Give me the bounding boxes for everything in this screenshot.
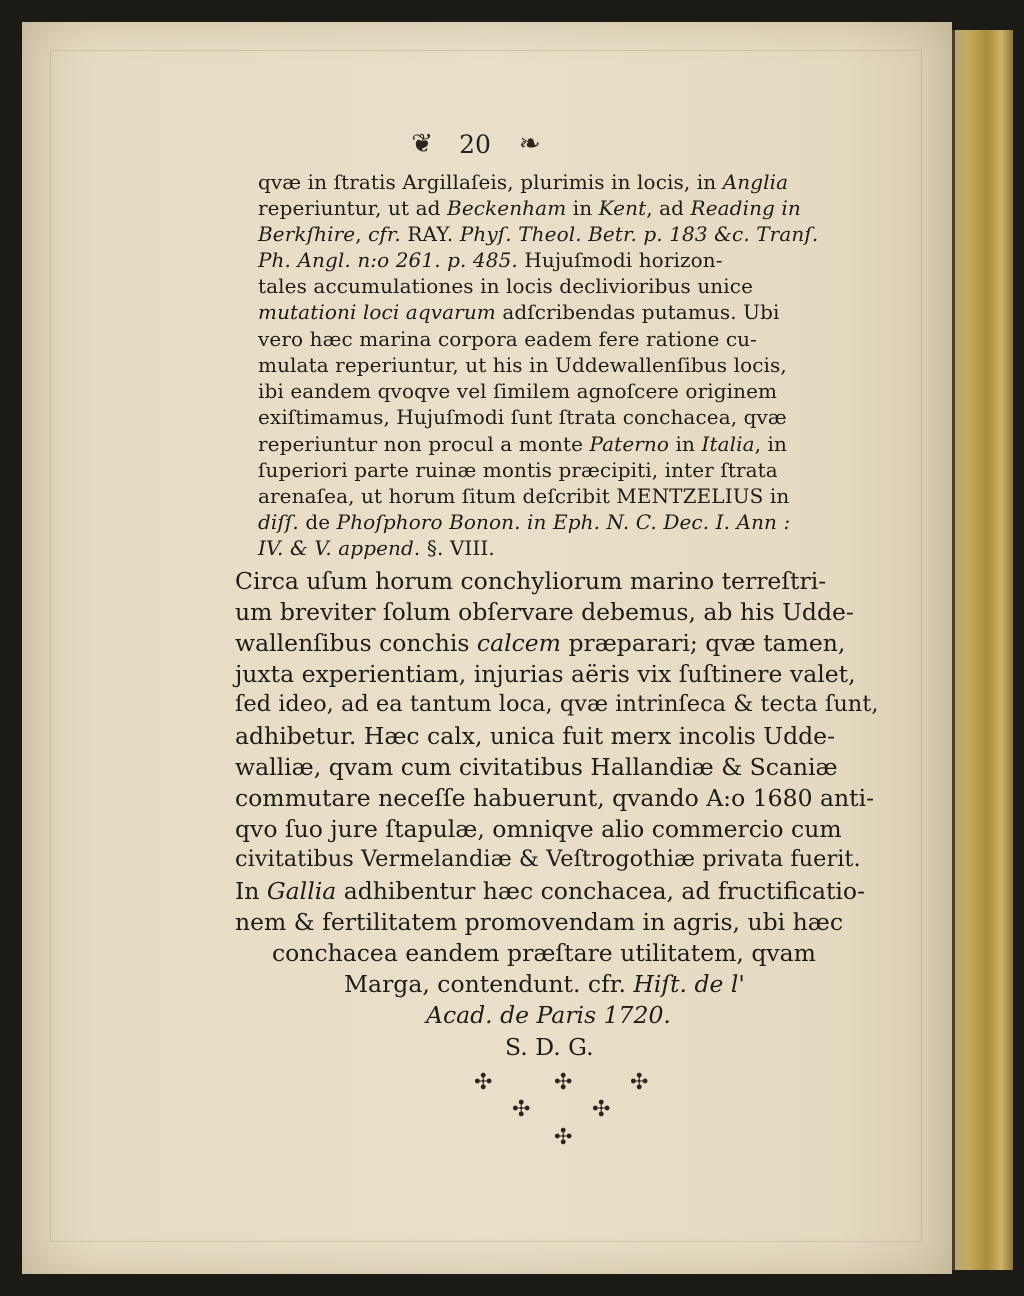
- fleuron-icon: ✣: [554, 1125, 573, 1150]
- fleuron-icon: ✣: [592, 1097, 611, 1122]
- italic-span: Kent: [598, 196, 647, 220]
- header-ornament-right-icon: ❧: [518, 129, 539, 159]
- italic-span: Italia: [701, 432, 755, 456]
- footnote-line: reperiuntur non procul a monte Paterno in Italia, in: [258, 432, 788, 456]
- body-line: conchacea eandem præſtare utilitatem, qvam: [272, 939, 816, 967]
- footnote-line: exiſtimamus, Hujuſmodi ſunt ſtrata conchacea, qvæ: [258, 405, 787, 429]
- italic-span: diſſ.: [258, 510, 299, 534]
- italic-span: Hiſt. de l': [633, 970, 745, 998]
- body-line: commutare neceſſe habuerunt, qvando A:o 1680 anti-: [235, 784, 875, 812]
- footnote-line: mutationi loci aqvarum adſcribendas putamus. Ubi: [258, 300, 780, 324]
- footnote-line: ibi eandem qvoqve vel ſimilem agnoſcere originem: [258, 379, 778, 403]
- signature-line: S. D. G.: [505, 1033, 594, 1061]
- body-line: Circa uſum horum conchyliorum marino terreſtri-: [235, 567, 827, 595]
- footnote-line: diſſ. de Phoſphoro Bonon. in Eph. N. C. Dec. I. Ann :: [258, 510, 791, 534]
- italic-span: IV. & V. append.: [258, 536, 421, 560]
- italic-span: Phoſphoro Bonon. in Eph. N. C. Dec. I. Ann :: [336, 510, 791, 534]
- footnote-line: Berkſhire, cfr. RAY. Phyſ. Theol. Betr. p. 183 &c. Tranſ.: [258, 222, 819, 246]
- footnote-line: IV. & V. append. §. VIII.: [258, 536, 495, 560]
- italic-span: Paterno: [589, 432, 670, 456]
- body-line: Marga, contendunt. cfr. Hiſt. de l': [344, 970, 745, 998]
- body-line: juxta experientiam, injurias aëris vix ſuſtinere valet,: [235, 660, 856, 688]
- body-line: adhibetur. Hæc calx, unica fuit merx incolis Udde-: [235, 722, 836, 750]
- footnote-line: qvæ in ſtratis Argillaſeis, plurimis in locis, in Anglia: [258, 170, 789, 194]
- italic-span: Acad. de Paris 1720.: [426, 1001, 671, 1029]
- footnote-line: arenaſea, ut horum ſitum deſcribit MENTZELIUS in: [258, 484, 790, 508]
- footnote-line: mulata reperiuntur, ut his in Uddewallenſibus locis,: [258, 353, 787, 377]
- footnote-line: Ph. Angl. n:o 261. p. 485. Hujuſmodi horizon-: [258, 248, 723, 272]
- footnote-line: reperiuntur, ut ad Beckenham in Kent, ad Reading in: [258, 196, 801, 220]
- italic-span: Reading in: [690, 196, 801, 220]
- body-line: In Gallia adhibentur hæc conchacea, ad fructificatio-: [235, 877, 866, 905]
- header-ornament-left-icon: ❦: [411, 129, 432, 159]
- fleuron-icon: ✣: [474, 1070, 493, 1095]
- body-line: nem & fertilitatem promovendam in agris, ubi hæc: [235, 908, 844, 936]
- italic-span: calcem: [476, 629, 561, 657]
- page-number: 20: [459, 129, 491, 159]
- gilt-page-edge: [952, 30, 1013, 1270]
- italic-span: Anglia: [722, 170, 789, 194]
- body-line: wallenſibus conchis calcem præparari; qvæ tamen,: [235, 629, 846, 657]
- italic-span: Ph. Angl.: [258, 248, 351, 272]
- body-line: civitatibus Vermelandiæ & Veſtrogothiæ privata fuerit.: [235, 846, 861, 872]
- body-line: [426, 1001, 671, 1029]
- italic-span: Gallia: [266, 877, 337, 905]
- italic-span: Berkſhire: [258, 222, 356, 246]
- body-line: qvo ſuo jure ſtapulæ, omniqve alio commercio cum: [235, 815, 842, 843]
- italic-span: Phyſ. Theol. Betr. p. 183 &c. Tranſ.: [459, 222, 819, 246]
- fleuron-icon: ✣: [630, 1070, 649, 1095]
- body-line: ſed ideo, ad ea tantum loca, qvæ intrinſeca & tecta ſunt,: [235, 691, 879, 717]
- italic-span: Beckenham: [447, 196, 567, 220]
- italic-span: mutationi loci aqvarum: [258, 300, 496, 324]
- body-line: walliæ, qvam cum civitatibus Hallandiæ & Scaniæ: [235, 753, 838, 781]
- body-line: um breviter ſolum obſervare debemus, ab his Udde-: [235, 598, 854, 626]
- footnote-line: tales accumulationes in locis declivioribus unice: [258, 274, 754, 298]
- footnote-line: ſuperiori parte ruinæ montis præcipiti, inter ſtrata: [258, 458, 778, 482]
- fleuron-icon: ✣: [554, 1070, 573, 1095]
- fleuron-icon: ✣: [512, 1097, 531, 1122]
- italic-span: cfr.: [368, 222, 401, 246]
- footnote-line: vero hæc marina corpora eadem fere ratione cu-: [258, 327, 758, 351]
- italic-span: n:o 261. p. 485.: [357, 248, 518, 272]
